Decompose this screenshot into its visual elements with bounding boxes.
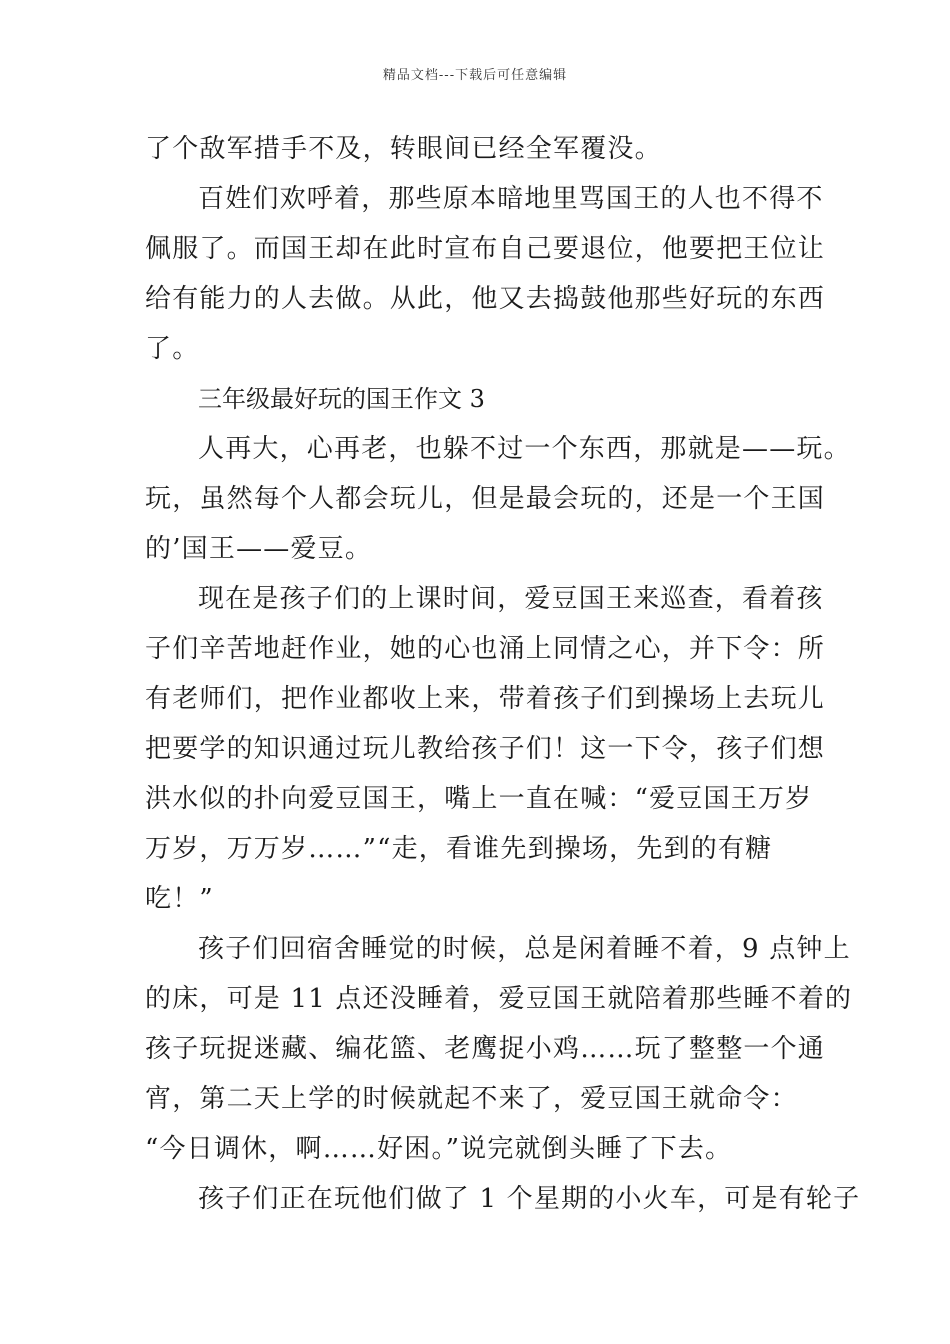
text-line: 洪水似的扑向爱豆国王，嘴上一直在喊：“爱豆国王万岁 <box>145 784 813 814</box>
text-line: 人再大，心再老，也躲不过一个东西，那就是——玩。 <box>198 434 851 464</box>
text-line: 宵，第二天上学的时候就起不来了，爱豆国王就命令： <box>145 1084 798 1114</box>
text-line: 了。 <box>145 334 200 364</box>
text-line: 的床，可是 11 点还没睡着，爱豆国王就陪着那些睡不着的 <box>145 984 853 1014</box>
text-line: 孩子玩捉迷藏、编花篮、老鹰捉小鸡……玩了整整一个通 <box>145 1034 826 1064</box>
text-line: 佩服了。而国王却在此时宣布自己要退位，他要把王位让 <box>145 234 826 264</box>
text-line: 给有能力的人去做。从此，他又去捣鼓他那些好玩的东西 <box>145 284 826 314</box>
text-line: 百姓们欢呼着，那些原本暗地里骂国王的人也不得不 <box>198 184 824 214</box>
text-line: 吃！” <box>145 884 214 914</box>
page-header: 精品文档---下载后可任意编辑 <box>382 68 568 83</box>
text-line: 万岁，万万岁……”“走，看谁先到操场，先到的有糖 <box>145 834 773 864</box>
section-heading: 三年级最好玩的国王作文 3 <box>198 385 485 413</box>
text-line: 有老师们，把作业都收上来，带着孩子们到操场上去玩儿 <box>145 684 826 714</box>
text-line: 了个敌军措手不及，转眼间已经全军覆没。 <box>145 134 662 164</box>
text-line: “今日调休，啊……好困。”说完就倒头睡了下去。 <box>145 1134 733 1164</box>
text-line: 子们辛苦地赶作业，她的心也涌上同情之心，并下令：所 <box>145 634 826 664</box>
text-line: 孩子们回宿舍睡觉的时候，总是闲着睡不着，9 点钟上 <box>198 934 851 964</box>
text-line: 的’国王——爱豆。 <box>145 534 373 564</box>
text-line: 玩，虽然每个人都会玩儿，但是最会玩的，还是一个王国 <box>145 484 826 514</box>
text-line: 孩子们正在玩他们做了 1 个星期的小火车，可是有轮子 <box>198 1184 861 1214</box>
text-line: 现在是孩子们的上课时间，爱豆国王来巡查，看着孩 <box>198 584 824 614</box>
text-line: 把要学的知识通过玩儿教给孩子们！这一下令，孩子们想 <box>145 734 826 764</box>
document-body <box>145 124 861 1224</box>
